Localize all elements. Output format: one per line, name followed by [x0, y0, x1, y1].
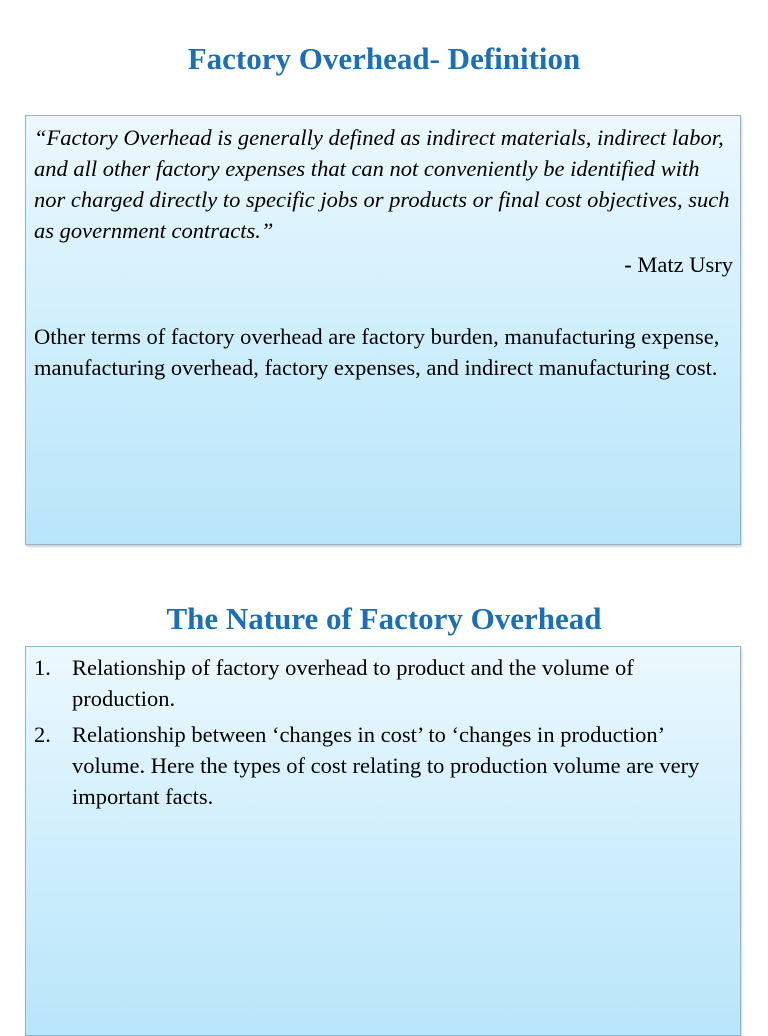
- other-terms-paragraph: Other terms of factory overhead are factory burden, manufacturing expense, manufacturing overhead, factory expenses, and indirect manufacturing cost.: [34, 324, 720, 380]
- nature-box: [25, 646, 741, 1036]
- list-item-text: Relationship of factory overhead to product and the volume of production.: [72, 655, 634, 711]
- attribution-dash: -: [624, 252, 632, 277]
- attribution-name: Matz Usry: [631, 252, 733, 277]
- list-item-number: 2.: [34, 722, 51, 747]
- list-item-text: Relationship between ‘changes in cost’ to ‘changes in production’ volume. Here the types of cost relating to production volume are very important facts.: [72, 722, 700, 809]
- list-item-number: 1.: [34, 655, 51, 680]
- list-item: [34, 652, 734, 714]
- list-item: [34, 719, 734, 812]
- nature-list: [34, 652, 734, 817]
- definition-quote: “Factory Overhead is generally defined as indirect materials, indirect labor, and all other factory expenses that can not conveniently be identified with nor charged directly to specific jobs or products or final cost objectives, such as government contracts.”: [34, 125, 730, 243]
- quote-attribution: [624, 249, 733, 280]
- section-title-nature: The Nature of Factory Overhead: [166, 601, 602, 636]
- section-title-definition: Factory Overhead- Definition: [187, 41, 581, 76]
- definition-box: [25, 115, 741, 545]
